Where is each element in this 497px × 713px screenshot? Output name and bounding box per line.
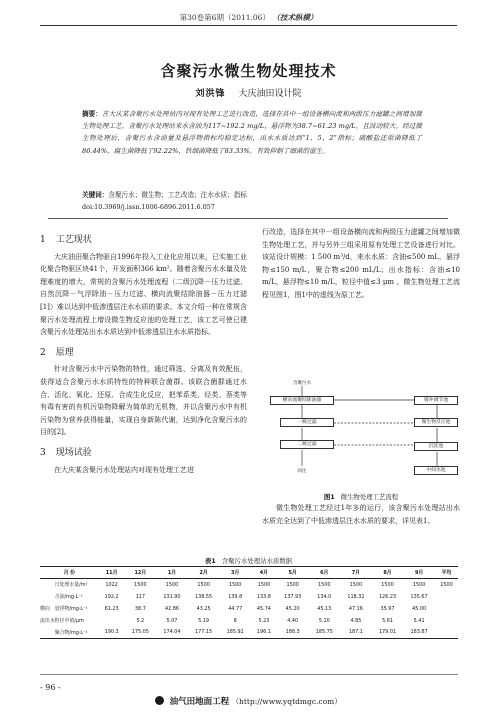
table-cell: 45.20	[285, 605, 300, 612]
table-cell: 35.97	[380, 605, 395, 612]
table-cell: 5.41	[413, 617, 425, 624]
keywords	[82, 189, 422, 199]
water-quality-table	[40, 566, 458, 639]
page-number: - 96 -	[40, 683, 61, 692]
flow-box-middle-tank: 中间水池	[414, 466, 458, 475]
section-3-text: 在大庆某含聚污水处理站内对现有处理工艺进	[54, 465, 194, 474]
figure-caption: 图1 微生物处理工艺流程	[323, 493, 399, 501]
running-header	[40, 8, 457, 26]
table-cell	[435, 603, 458, 615]
table-caption: 表1 含聚污水处理站水质数据	[204, 557, 293, 565]
table-cell: 5.2	[136, 617, 145, 624]
section-1-text: 大庆油田聚合物驱自1996年投入工业化应用以来，已实施工业化聚合物驱区块41个，开发面积366 km²。随着含聚污水水量及处理难度的增大，常规的含聚污水处理流程（二级沉降－压力过滤、自然沉降－气浮除油－压力过滤、横向流聚结除油器－压力过滤[1]）难以达到中低渗透层注水水质的要求。本文介绍一种在常规含聚污水处理流程上增设微生物反应池的处理工艺，该工艺可使已建含聚污水处理站出水水质达到中低渗透层注水水质指标。	[40, 252, 247, 337]
table-cell: 44.77	[228, 605, 243, 612]
row-label-cell: 悬浮物/mg·L⁻¹	[54, 606, 88, 612]
table-header-cell: 12月	[125, 567, 157, 579]
table-header-cell: 平均	[435, 567, 458, 579]
section-heading-1: 1 工艺现状	[40, 235, 92, 245]
table-cell: 185.92	[219, 627, 251, 639]
table-row	[40, 579, 458, 591]
section-heading-2: 2 原理	[40, 347, 74, 358]
journal-logo-icon	[155, 696, 164, 705]
table-cell: 139.8	[228, 593, 243, 600]
table-cell: 47.16	[348, 605, 363, 612]
table-cell: 1500	[165, 581, 179, 588]
table-row	[40, 591, 458, 603]
table-cell: 188.3	[277, 627, 309, 639]
right-column	[262, 226, 460, 302]
table-cell: 1500	[381, 581, 394, 588]
table-cell: 1500	[228, 581, 242, 588]
keywords-label: 关键词：	[82, 191, 109, 199]
table-header-cell: 11月	[99, 567, 125, 579]
doi: doi:10.3969/j.issn.1006-6896.2011.6.057	[82, 203, 215, 211]
row-group-cell	[40, 627, 55, 639]
keywords-text: 含聚污水；微生物；工艺改造；注水水质；指标	[108, 191, 247, 199]
author-name: 刘洪锋	[195, 89, 226, 99]
flow-connectors	[262, 380, 460, 480]
table-header-cell: 月 份	[40, 567, 99, 579]
flow-box-bioreactor: 微生物反应池	[414, 418, 458, 427]
table-cell: 38.7	[134, 605, 146, 612]
table-cell	[435, 591, 458, 603]
table-cell: 1500	[257, 581, 271, 588]
flow-box-settling: 沉淀池	[414, 442, 458, 451]
table-cell	[99, 615, 125, 627]
row-group-cell	[40, 591, 55, 603]
row-group-cell	[40, 579, 55, 591]
row-group-cell: 横向	[40, 606, 50, 612]
table-row	[40, 603, 458, 615]
table-cell: 183.87	[403, 627, 435, 639]
table-cell: 5.61	[382, 617, 393, 624]
row-label-cell: 聚合物/mg·L⁻¹	[55, 627, 99, 639]
table-cell: 1500	[349, 581, 363, 588]
table-header-cell: 3月	[219, 567, 251, 579]
table-cell: 196.1	[251, 627, 277, 639]
table-cell: 5.19	[198, 617, 210, 624]
header-section: （技术纵横）	[272, 13, 318, 22]
row-label-cell: 粒径中值/μm	[54, 618, 84, 624]
section-divider	[48, 218, 448, 219]
row-label-cell: 含油/mg·L⁻¹	[54, 594, 83, 600]
table-cell: 4.40	[287, 617, 299, 624]
process-flow-diagram	[262, 380, 460, 480]
table-cell: 5.23	[258, 617, 270, 624]
table-cell: 118.32	[347, 593, 365, 600]
table-cell: 1500	[440, 581, 453, 588]
table-cell: 5.07	[166, 617, 178, 624]
table-cell: 5.10	[318, 617, 330, 624]
header-volume: 第30卷第6期（2011.06）	[179, 13, 270, 22]
table-cell: 177.15	[188, 627, 220, 639]
right-column-text: 行改造，选择在其中一组设备横向流和两级压力滤罐之间增加微生物处理工艺，并与另外三组采用原有处理工艺设备进行对比。该站设计规模：1 500 m³/d，来水水质：含油≤500 mL，悬浮物≤150 m/L，聚合物≤200 mL/L；出水指标：含油≤10 m/L，悬浮物≤10 m/L，粒径中值≤3 μm 。微生物处理工艺流程见图1，图1中的虚线为原工艺。	[262, 228, 460, 299]
journal-name: 油气田地面工程	[169, 697, 230, 707]
table-cell	[435, 615, 458, 627]
table-cell: 138.55	[195, 593, 213, 600]
table-header-cell: 4月	[251, 567, 277, 579]
flow-box-filter1: 一级过滤	[280, 418, 334, 427]
flow-inlet: 含聚污水	[292, 381, 312, 386]
row-group-cell: 流出水	[40, 618, 55, 624]
journal-url: （http://www.yqtdmgc.com）	[231, 697, 342, 706]
row-label-cell: 日处理水量/m³	[54, 582, 88, 589]
flow-box-filter2: 二级过滤	[280, 440, 334, 449]
table-cell: 1500	[197, 581, 210, 588]
right-column-text-2: 微生物处理工艺经过1年多的运行，该含聚污水处理站出水水质完全达到了中低渗透层注水水质的要求，详见表1。	[262, 504, 460, 525]
table-cell: 45.13	[317, 605, 332, 612]
table-cell: 43.25	[196, 605, 211, 612]
table-cell: 4.85	[350, 617, 362, 624]
table-header-cell: 9月	[403, 567, 435, 579]
left-column	[40, 230, 247, 476]
table-cell: 134.0	[317, 593, 332, 600]
table-cell: 179.01	[372, 627, 404, 639]
table-cell: 1500	[286, 581, 299, 588]
table-cell: 61.23	[104, 605, 119, 612]
table-row	[40, 627, 458, 639]
flow-box-buffer: 缓冲调节池	[414, 396, 458, 405]
table-cell: 137.93	[284, 593, 302, 600]
table-cell: 1500	[412, 581, 426, 588]
table-header-cell: 2月	[188, 567, 220, 579]
table-cell: 190.3	[99, 627, 125, 639]
table-cell: 126.23	[378, 593, 397, 600]
table-cell: 131.90	[163, 593, 181, 600]
table-cell: 8	[233, 617, 237, 624]
table-header-cell: 8月	[372, 567, 404, 579]
table-cell: 1500	[318, 581, 331, 588]
table-cell: 1022	[105, 581, 118, 588]
table-cell: 174.04	[156, 627, 188, 639]
table-cell: 45.00	[412, 605, 427, 612]
table-cell	[435, 627, 458, 639]
flow-outlet: 回注	[297, 469, 307, 474]
table-header-row	[40, 567, 458, 579]
abstract	[82, 108, 422, 157]
author-line	[0, 86, 497, 99]
table-cell: 192.2	[104, 593, 119, 600]
table-cell: 117	[135, 593, 146, 600]
article-title: 含聚污水微生物处理技术	[160, 62, 337, 80]
table-cell: 1500	[134, 581, 147, 588]
table-cell: 185.75	[308, 627, 340, 639]
table-cell: 175.05	[125, 627, 157, 639]
author-affiliation: 大庆油田设计院	[238, 89, 302, 99]
section-heading-3: 3 现场试验	[40, 447, 92, 458]
table-header-cell: 7月	[340, 567, 372, 579]
section-2-text: 针对含聚污水中污染物的特性，通过筛选、分离及有效配伍，获得适合含聚污水水质特性的特种联合菌群。该联合菌群通过水合、活化、氧化、还原、合成生化反应，把苯系类、烃类、萘类等有毒有害的有机污染物降解为简单的无机物，并以含聚污水中有机污染物为营养获得能量，实现自身新陈代谢，达到净化含聚污水的目的[2]。	[40, 365, 247, 437]
table-header-cell: 6月	[308, 567, 340, 579]
table-cell: 42.86	[164, 605, 179, 612]
page-footer-rule	[40, 674, 458, 675]
table-cell: 45.74	[256, 605, 271, 612]
flow-box-separator: 横向流聚结除油器	[270, 396, 334, 405]
table-cell: 187.1	[340, 627, 372, 639]
table-header-cell: 5月	[277, 567, 309, 579]
table-cell: 133.8	[256, 593, 271, 600]
abstract-text: 在大庆某含聚污水处理站内对现有处理工艺进行改造，选择在其中一组设备横向流和两级压力滤罐之间增加微生物处理工艺。含聚污水处理站来水含油为117~192.2 mg/L，悬浮物为38.7~61.23 mg/L，且波动较大。经过微生物处理后，含聚污水含油量及悬浮物指标均稳定达标，出水水质达到“1、5、2”指标；硫酸盐还原菌降低了86.44%，腐生菌降低了92.22%，铁细菌降低了83.33%，有效抑制了细菌的滋生。	[82, 110, 423, 155]
table-row	[40, 615, 458, 627]
table-header-cell: 1月	[156, 567, 188, 579]
journal-footer	[0, 695, 497, 707]
table-cell: 135.67	[410, 593, 428, 600]
abstract-label: 摘要：	[82, 110, 103, 118]
